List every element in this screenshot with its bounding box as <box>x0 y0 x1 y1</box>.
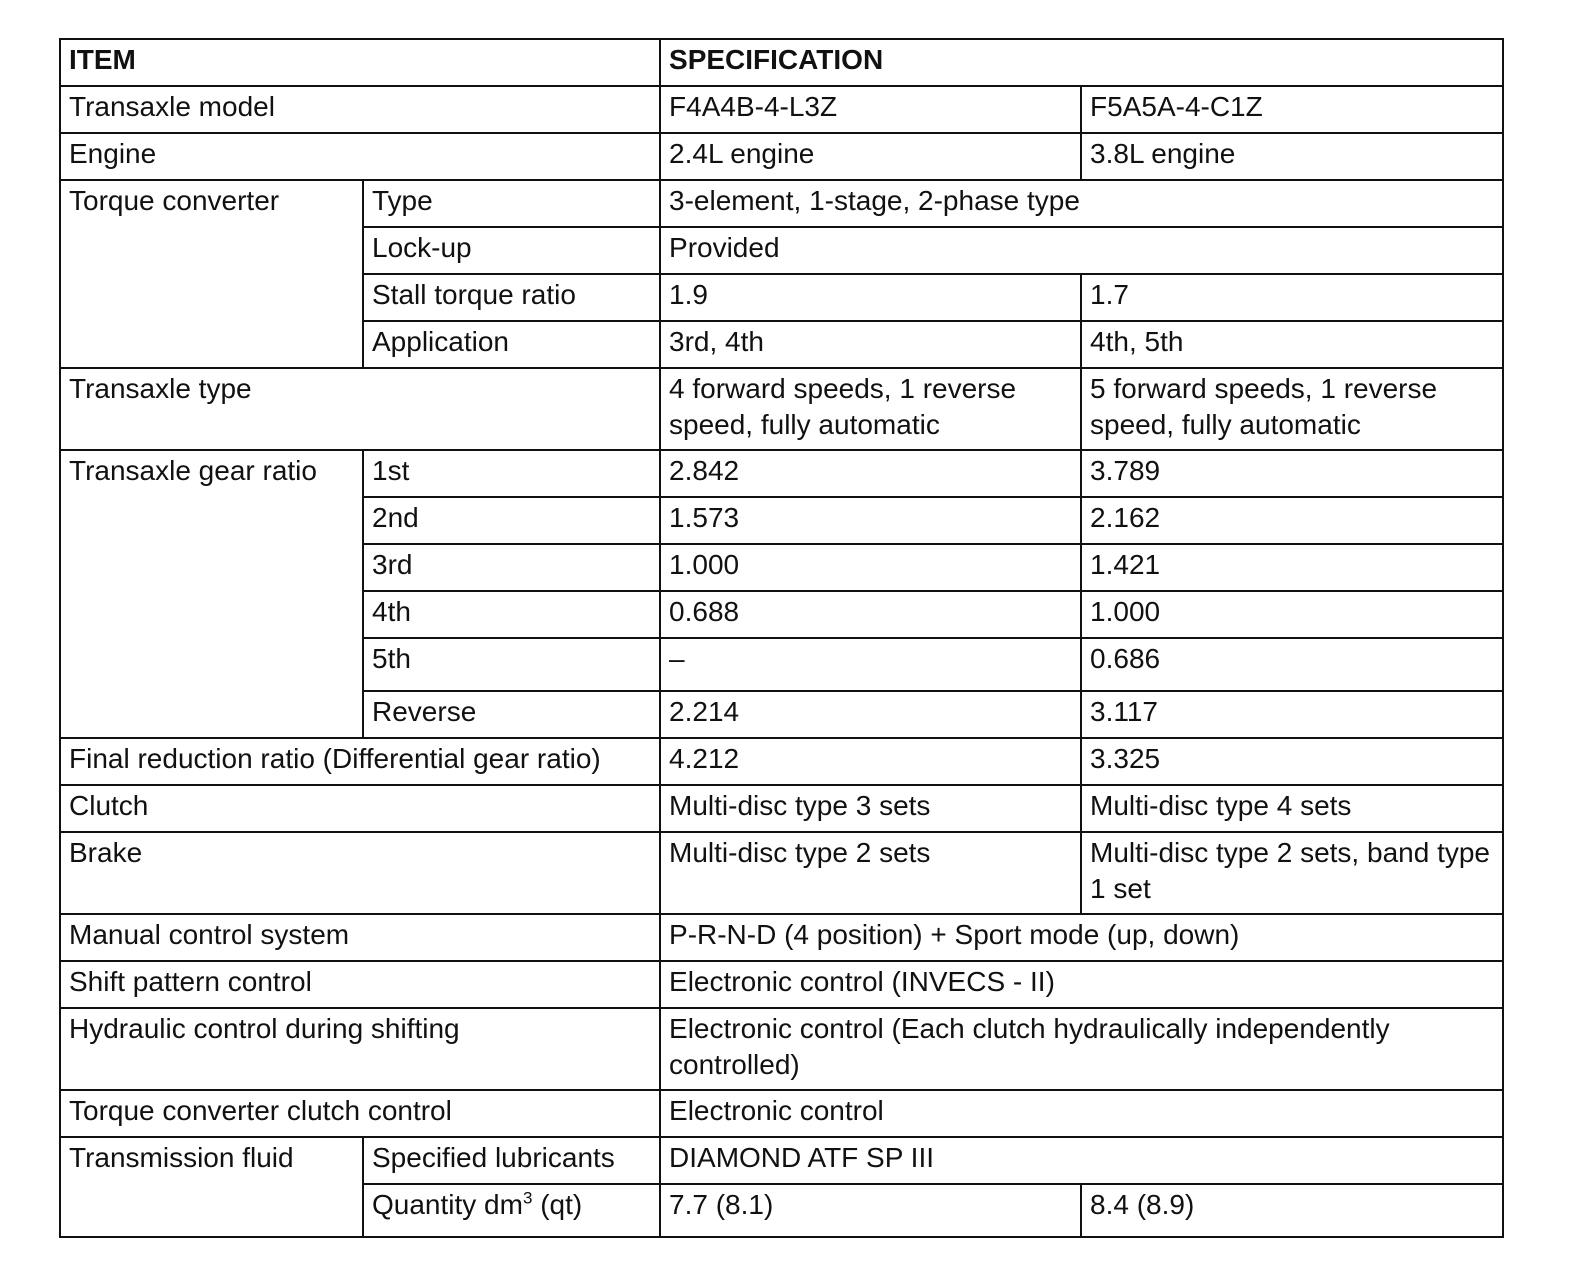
row-label: Manual control system <box>60 914 660 961</box>
cell-value: 1.000 <box>660 544 1081 591</box>
row-label: Brake <box>60 832 660 914</box>
cell-value: Multi-disc type 2 sets <box>660 832 1081 914</box>
group-label: Transaxle gear ratio <box>60 450 363 738</box>
unit-superscript: 3 <box>522 1188 533 1208</box>
sub-label: Type <box>363 180 660 227</box>
cell-value: 1.421 <box>1081 544 1503 591</box>
header-row <box>60 39 1503 86</box>
cell-value: 4.212 <box>660 738 1081 785</box>
row-label: Transaxle type <box>60 368 660 450</box>
header-specification: SPECIFICATION <box>660 39 1503 86</box>
cell-value: 2.842 <box>660 450 1081 497</box>
table-row <box>60 180 1503 227</box>
cell-value: Electronic control (Each clutch hydraulically independently controlled) <box>660 1008 1503 1090</box>
cell-value: 3rd, 4th <box>660 321 1081 368</box>
header-item: ITEM <box>60 39 660 86</box>
cell-value: 2.4L engine <box>660 133 1081 180</box>
table-row <box>60 368 1503 450</box>
sub-label: 3rd <box>363 544 660 591</box>
cell-value: Provided <box>660 227 1503 274</box>
row-label: Engine <box>60 133 660 180</box>
sub-label: 5th <box>363 638 660 691</box>
cell-value: Multi-disc type 4 sets <box>1081 785 1503 832</box>
cell-value: 3.789 <box>1081 450 1503 497</box>
table-row <box>60 1090 1503 1137</box>
cell-value: 2.162 <box>1081 497 1503 544</box>
cell-value: 3.325 <box>1081 738 1503 785</box>
cell-value: 1.9 <box>660 274 1081 321</box>
cell-value: 1.000 <box>1081 591 1503 638</box>
cell-value: 3.117 <box>1081 691 1503 738</box>
table-row <box>60 1008 1503 1090</box>
cell-value: Electronic control (INVECS - II) <box>660 961 1503 1008</box>
cell-value: 1.573 <box>660 497 1081 544</box>
cell-value: 2.214 <box>660 691 1081 738</box>
cell-value: Electronic control <box>660 1090 1503 1137</box>
cell-value: P-R-N-D (4 position) + Sport mode (up, down) <box>660 914 1503 961</box>
table-row <box>60 86 1503 133</box>
cell-value: 3-element, 1-stage, 2-phase type <box>660 180 1503 227</box>
table-row <box>60 961 1503 1008</box>
cell-value: Multi-disc type 2 sets, band type 1 set <box>1081 832 1503 914</box>
cell-value: 1.7 <box>1081 274 1503 321</box>
row-label: Shift pattern control <box>60 961 660 1008</box>
sub-label <box>363 1184 660 1237</box>
table-row <box>60 133 1503 180</box>
row-label: Hydraulic control during shifting <box>60 1008 660 1090</box>
cell-value: 7.7 (8.1) <box>660 1184 1081 1237</box>
table-row <box>60 1137 1503 1184</box>
sub-label: Reverse <box>363 691 660 738</box>
row-label: Torque converter clutch control <box>60 1090 660 1137</box>
cell-value: – <box>660 638 1081 691</box>
cell-value: 0.688 <box>660 591 1081 638</box>
cell-value: 5 forward speeds, 1 reverse speed, fully automatic <box>1081 368 1503 450</box>
table-row <box>60 914 1503 961</box>
row-label: Transaxle model <box>60 86 660 133</box>
group-label: Transmission fluid <box>60 1137 363 1237</box>
table-row <box>60 738 1503 785</box>
sub-label: Specified lubricants <box>363 1137 660 1184</box>
sub-label: Application <box>363 321 660 368</box>
group-label: Torque converter <box>60 180 363 368</box>
sub-label: 2nd <box>363 497 660 544</box>
sub-label: 4th <box>363 591 660 638</box>
quantity-label: Quantity dm <box>372 1189 523 1220</box>
cell-value: 8.4 (8.9) <box>1081 1184 1503 1237</box>
cell-value: 4 forward speeds, 1 reverse speed, fully automatic <box>660 368 1081 450</box>
row-label: Final reduction ratio (Differential gear ratio) <box>60 738 660 785</box>
row-label: Clutch <box>60 785 660 832</box>
table-row <box>60 832 1503 914</box>
cell-value: 4th, 5th <box>1081 321 1503 368</box>
table-row <box>60 450 1503 497</box>
sub-label: Lock-up <box>363 227 660 274</box>
quantity-unit: (qt) <box>532 1189 583 1220</box>
table-row <box>60 785 1503 832</box>
cell-value: F4A4B-4-L3Z <box>660 86 1081 133</box>
cell-value: 3.8L engine <box>1081 133 1503 180</box>
specification-table <box>59 38 1504 1238</box>
sub-label: Stall torque ratio <box>363 274 660 321</box>
sub-label: 1st <box>363 450 660 497</box>
cell-value: DIAMOND ATF SP III <box>660 1137 1503 1184</box>
cell-value: 0.686 <box>1081 638 1503 691</box>
cell-value: Multi-disc type 3 sets <box>660 785 1081 832</box>
cell-value: F5A5A-4-C1Z <box>1081 86 1503 133</box>
